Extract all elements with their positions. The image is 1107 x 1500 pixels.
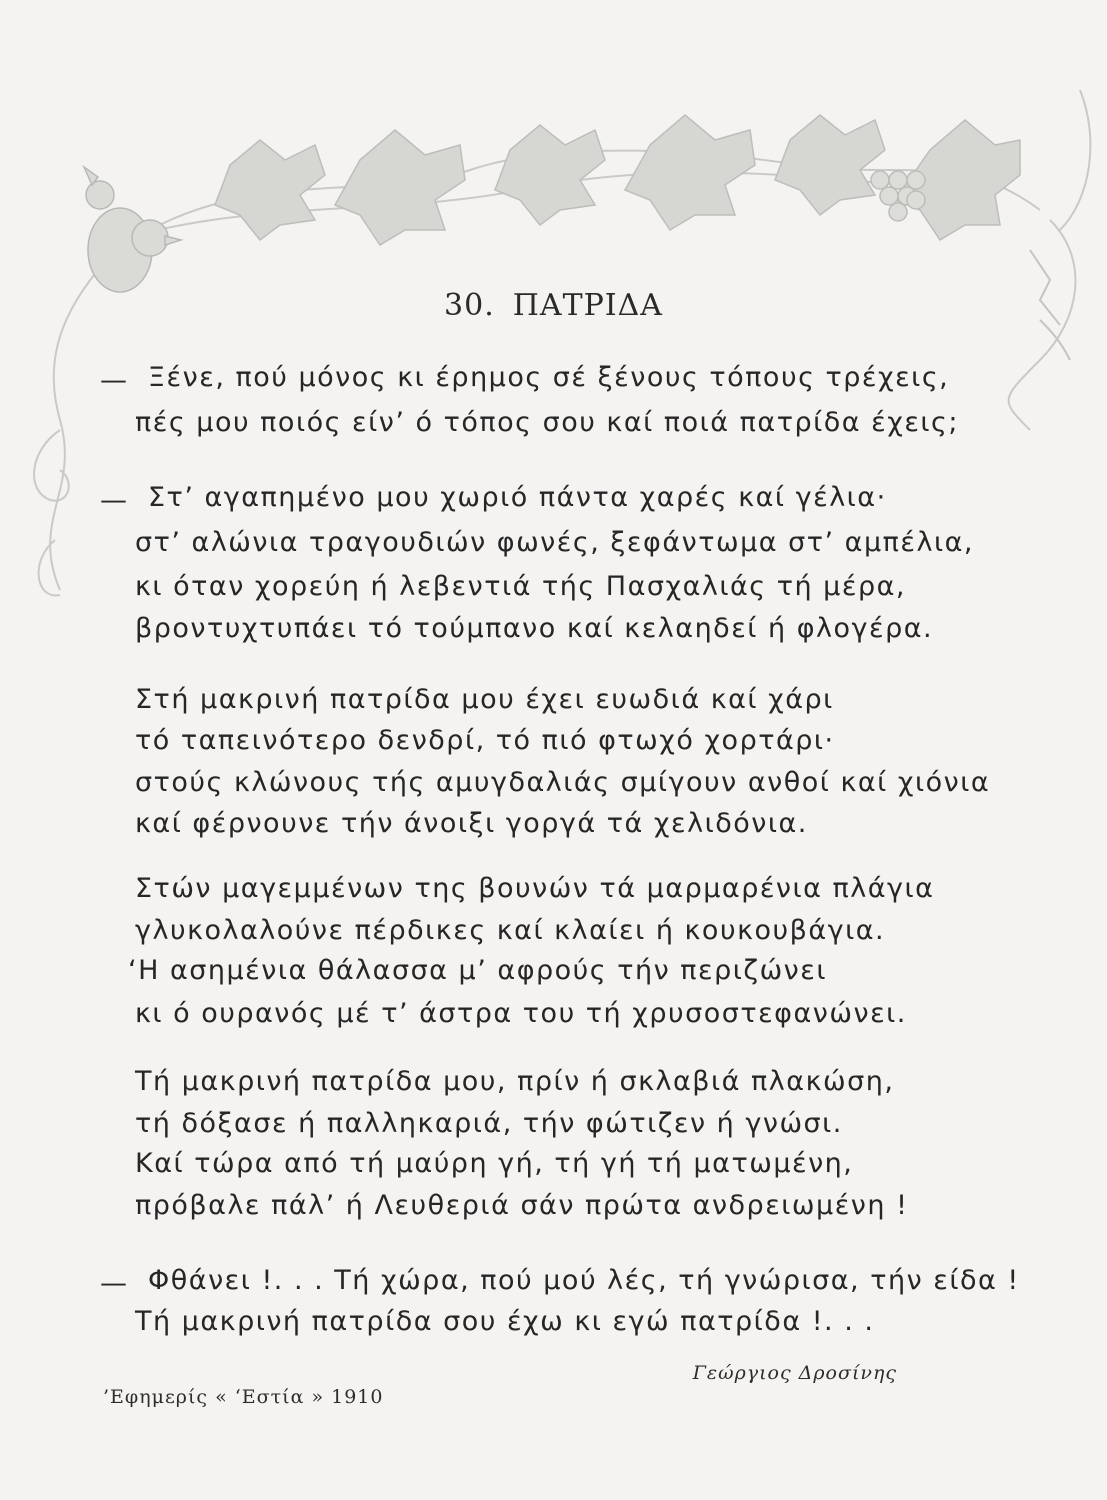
poem-line: στ’ αλώνια τραγουδιών φωνές, ξεφάντωμα στ’ αμπέλια, bbox=[135, 527, 974, 558]
poem-line: Φθάνει !. . . Τή χώρα, πού μού λές, τή γνώρισα, τήν είδα ! bbox=[148, 1265, 1020, 1296]
poem-line: Στή μακρινή πατρίδα μου έχει ευωδιά καί χάρι bbox=[135, 684, 834, 715]
poem-line: κι όταν χορεύη ή λεβεντιά τής Πασχαλιάς τή μέρα, bbox=[135, 571, 906, 602]
dialogue-dash: — bbox=[100, 1268, 127, 1299]
poem-title-text: ΠΑΤΡΙΔΑ bbox=[512, 288, 663, 323]
poem-line: καί φέρνουνε τήν άνοιξι γοργά τά χελιδόνια. bbox=[135, 808, 808, 839]
poem-line: Καί τώρα από τή μαύρη γή, τή γή τή ματωμένη, bbox=[135, 1148, 854, 1179]
poem-line: βροντυχτυπάει τό τούμπανο καί κελαηδεί ή φλογέρα. bbox=[135, 613, 934, 644]
poem-line: τό ταπεινότερο δενδρί, τό πιό φτωχό χορτάρι· bbox=[135, 725, 835, 756]
poem-title bbox=[0, 288, 1107, 323]
dialogue-dash: — bbox=[100, 365, 127, 396]
poem-line: πές μου ποιός είν’ ό τόπος σου καί ποιά πατρίδα έχεις; bbox=[135, 407, 960, 438]
poem-line: γλυκολαλούνε πέρδικες καί κλαίει ή κουκουβάγια. bbox=[135, 915, 886, 946]
poem-number: 30. bbox=[444, 288, 495, 323]
poem-line: τή δόξασε ή παλληκαριά, τήν φώτιζεν ή γνώσι. bbox=[135, 1108, 843, 1139]
poem-line: Τή μακρινή πατρίδα μου, πρίν ή σκλαβιά πλακώση, bbox=[135, 1066, 895, 1097]
poem-line: ‘Η ασημένια θάλασσα μ’ αφρούς τήν περιζώνει bbox=[128, 955, 827, 986]
poem-author: Γεώργιος Δροσίνης bbox=[692, 1362, 897, 1384]
poem-line: κι ό ουρανός μέ τ’ άστρα του τή χρυσοστεφανώνει. bbox=[135, 998, 907, 1029]
poem-line: Στ’ αγαπημένο μου χωριό πάντα χαρές καί γέλια· bbox=[148, 482, 887, 513]
dialogue-dash: — bbox=[100, 485, 127, 516]
poem-line: Τή μακρινή πατρίδα σου έχω κι εγώ πατρίδα !. . . bbox=[135, 1306, 875, 1337]
poem-line: Ξένε, πού μόνος κι έρημος σέ ξένους τόπους τρέχεις, bbox=[148, 362, 950, 393]
poem-line: Στών μαγεμμένων της βουνών τά μαρμαρένια πλάγια bbox=[135, 873, 935, 904]
poem-line: πρόβαλε πάλ’ ή Λευθεριά σάν πρώτα ανδρειωμένη ! bbox=[135, 1190, 909, 1221]
poem-source: ’Εφημερίς « ‘Εστία » 1910 bbox=[103, 1386, 384, 1408]
poem-line: στούς κλώνους τής αμυγδαλιάς σμίγουν ανθοί καί χιόνια bbox=[135, 767, 991, 798]
